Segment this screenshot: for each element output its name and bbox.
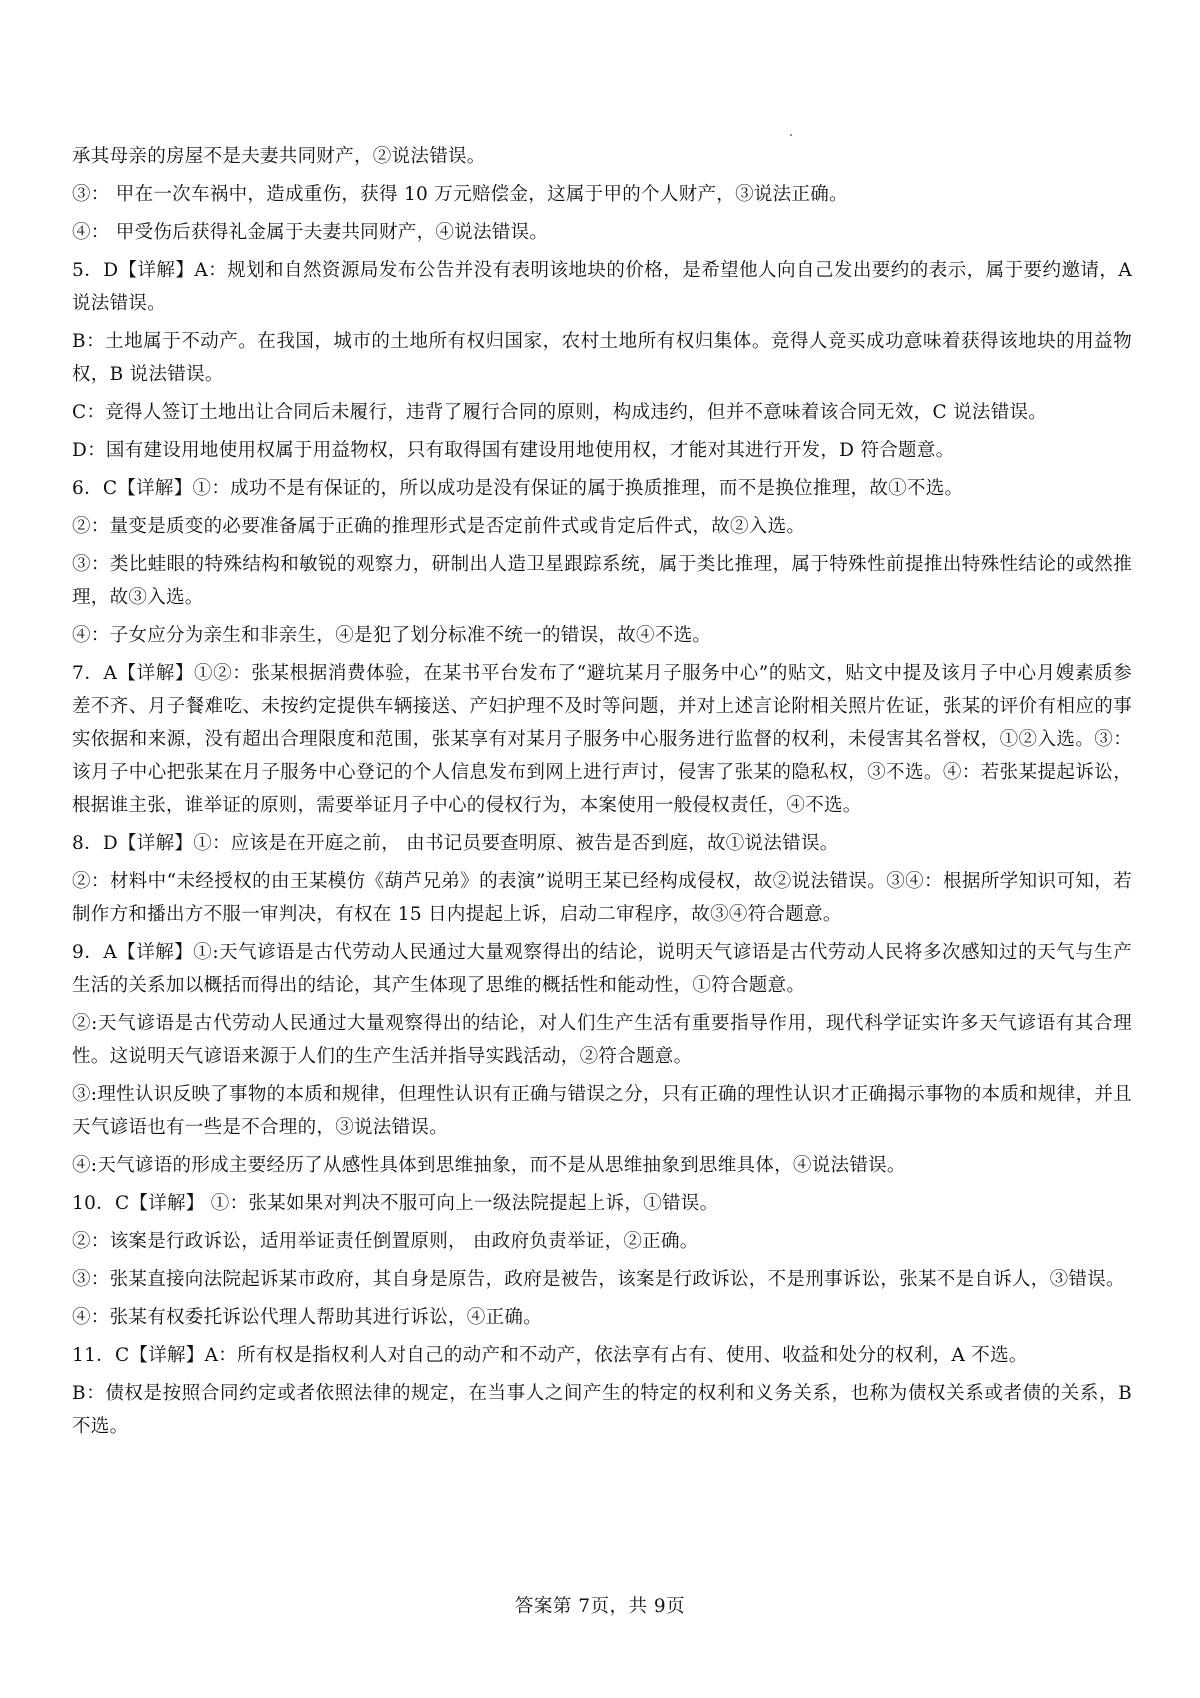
answer-paragraph: ②：材料中“未经授权的由王某模仿《葫芦兄弟》的表演”说明王某已经构成侵权，故②说法错误。③④：根据所学知识可知，若制作方和播出方不服一审判决，有权在 15 日内提起上诉，启动二审程序，故③④符合题意。: [72, 871, 1132, 925]
page-footer: 答案第 7页，共 9页: [514, 1596, 686, 1617]
answer-paragraph: C：竞得人签订土地出让合同后未履行，违背了履行合同的原则，构成违约，但并不意味着该合同无效，C 说法错误。: [72, 402, 1048, 423]
answer-paragraph: 9．A【详解】①:天气谚语是古代劳动人民通过大量观察得出的结论，说明天气谚语是古代劳动人民将多次感知过的天气与生产生活的关系加以概括而得出的结论，其产生体现了思维的概括性和能动性，①符合题意。: [72, 942, 1132, 996]
answer-paragraph: ③：类比蛙眼的特殊结构和敏锐的观察力，研制出人造卫星跟踪系统，属于类比推理，属于特殊性前提推出特殊性结论的或然推理，故③入选。: [72, 554, 1132, 608]
answer-paragraph: 8．D【详解】①：应该是在开庭之前， 由书记员要查明原、被告是否到庭，故①说法错误。: [72, 833, 839, 854]
scan-speck: [790, 134, 792, 136]
answer-paragraph: ④：张某有权委托诉讼代理人帮助其进行诉讼，④正确。: [72, 1307, 543, 1328]
answer-paragraph: ②：量变是质变的必要准备属于正确的推理形式是否定前件式或肯定后件式，故②入选。: [72, 516, 806, 537]
answer-paragraph: ②:天气谚语是古代劳动人民通过大量观察得出的结论，对人们生产生活有重要指导作用，现代科学证实许多天气谚语有其合理性。这说明天气谚语来源于人们的生产生活并指导实践活动，②符合题意。: [72, 1013, 1132, 1067]
answer-paragraph: ③： 甲在一次车祸中，造成重伤，获得 10 万元赔偿金，这属于甲的个人财产，③说法正确。: [72, 184, 848, 205]
answer-paragraph: B：土地属于不动产。在我国，城市的土地所有权归国家，农村土地所有权归集体。竞得人竞买成功意味着获得该地块的用益物权，B 说法错误。: [72, 331, 1132, 385]
answer-paragraph: ③：张某直接向法院起诉某市政府，其自身是原告，政府是被告，该案是行政诉讼，不是刑事诉讼，张某不是自诉人，③错误。: [72, 1269, 1125, 1290]
answer-paragraph: ③:理性认识反映了事物的本质和规律，但理性认识有正确与错误之分，只有正确的理性认识才正确揭示事物的本质和规律，并且天气谚语也有一些是不合理的，③说法错误。: [72, 1084, 1132, 1138]
answer-paragraph: ④：子女应分为亲生和非亲生，④是犯了划分标准不统一的错误，故④不选。: [72, 625, 712, 646]
answer-paragraph: ②：该案是行政诉讼，适用举证责任倒置原则， 由政府负责举证，②正确。: [72, 1231, 699, 1252]
answer-paragraph: 承其母亲的房屋不是夫妻共同财产，②说法错误。: [72, 146, 486, 167]
answer-paragraph: B：债权是按照合同约定或者依照法律的规定，在当事人之间产生的特定的权利和义务关系，也称为债权关系或者债的关系，B 不选。: [72, 1383, 1132, 1437]
answer-paragraph: ④： 甲受伤后获得礼金属于夫妻共同财产，④说法错误。: [72, 222, 549, 243]
answer-paragraph: ④:天气谚语的形成主要经历了从感性具体到思维抽象，而不是从思维抽象到思维具体，④说法错误。: [72, 1155, 906, 1176]
answer-paragraph: 5．D【详解】A：规划和自然资源局发布公告并没有表明该地块的价格，是希望他人向自己发出要约的表示，属于要约邀请，A 说法错误。: [72, 260, 1132, 314]
answer-paragraph: 11．C【详解】A：所有权是指权利人对自己的动产和不动产，依法享有占有、使用、收益和处分的权利，A 不选。: [72, 1345, 1028, 1366]
answer-text-body: [72, 140, 1132, 1448]
answer-paragraph: D：国有建设用地使用权属于用益物权，只有取得国有建设用地使用权，才能对其进行开发，D 符合题意。: [72, 440, 955, 461]
answer-paragraph: 7．A【详解】①②：张某根据消费体验，在某书平台发布了“避坑某月子服务中心”的贴文，贴文中提及该月子中心月嫂素质参差不齐、月子餐难吃、未按约定提供车辆接送、产妇护理不及时等问题，并对上述言论附相关照片佐证，张某的评价有相应的事实依据和来源，没有超出合理限度和范围，张某享有对某月子服务中心服务进行监督的权利，未侵害其名誉权，①②入选。③：该月子中心把张某在月子服务中心登记的个人信息发布到网上进行声讨，侵害了张某的隐私权，③不选。④：若张某提起诉讼，根据谁主张，谁举证的原则，需要举证月子中心的侵权行为，本案使用一般侵权责任，④不选。: [72, 663, 1132, 816]
answer-paragraph: 10．C【详解】 ①：张某如果对判决不服可向上一级法院提起上诉，①错误。: [72, 1193, 719, 1214]
answer-paragraph: 6．C【详解】①：成功不是有保证的，所以成功是没有保证的属于换质推理，而不是换位推理，故①不选。: [72, 478, 964, 499]
